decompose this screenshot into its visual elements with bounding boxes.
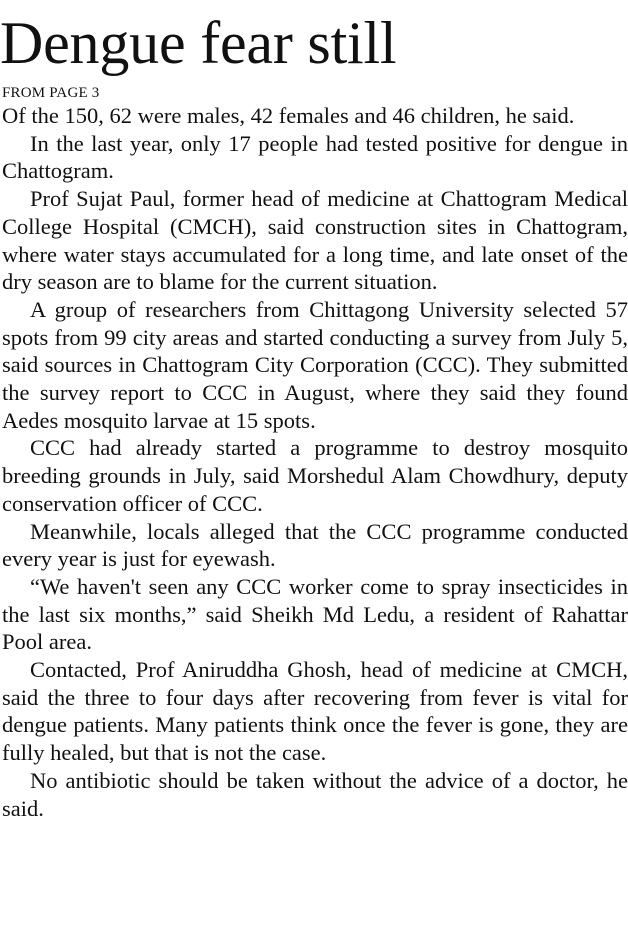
paragraph: A group of researchers from Chittagong University selected 57 spots from 99 city areas and started conducting a survey from July 5, said sources in Chattogram City Corporation (CCC). They submitted the survey report to CCC in August, where they said they found Aedes mosquito larvae at 15 spots. [2, 296, 628, 433]
paragraph: In the last year, only 17 people had tested positive for dengue in Chattogram. [2, 130, 628, 184]
paragraph: CCC had already started a programme to destroy mosquito breeding grounds in July, said Morshedul Alam Chowdhury, deputy conservation officer of CCC. [2, 435, 628, 516]
jump-line: FROM PAGE 3 [2, 85, 100, 101]
paragraph: No antibiotic should be taken without the advice of a doctor, he said. [2, 767, 628, 821]
paragraph: Meanwhile, locals alleged that the CCC programme conducted every year is just for eyewash. [2, 518, 628, 572]
paragraph: Prof Sujat Paul, former head of medicine at Chattogram Medical College Hospital (CMCH), said construction sites in Chattogram, where water stays accumulated for a long time, and late onset of the dry season are to blame for the current situation. [2, 186, 628, 295]
news-article [2, 0, 628, 822]
headline: Dengue fear still [0, 10, 397, 76]
paragraph: Of the 150, 62 were males, 42 females and 46 children, he said. [2, 103, 575, 128]
paragraph: Contacted, Prof Aniruddha Ghosh, head of medicine at CMCH, said the three to four days after recovering from fever is vital for dengue patients. Many patients think once the fever is gone, they are fully healed, but that is not the case. [2, 657, 628, 766]
paragraph: “We haven't seen any CCC worker come to spray insecticides in the last six months,” said Sheikh Md Ledu, a resident of Rahattar Pool area. [2, 573, 628, 655]
article-body [2, 102, 628, 822]
